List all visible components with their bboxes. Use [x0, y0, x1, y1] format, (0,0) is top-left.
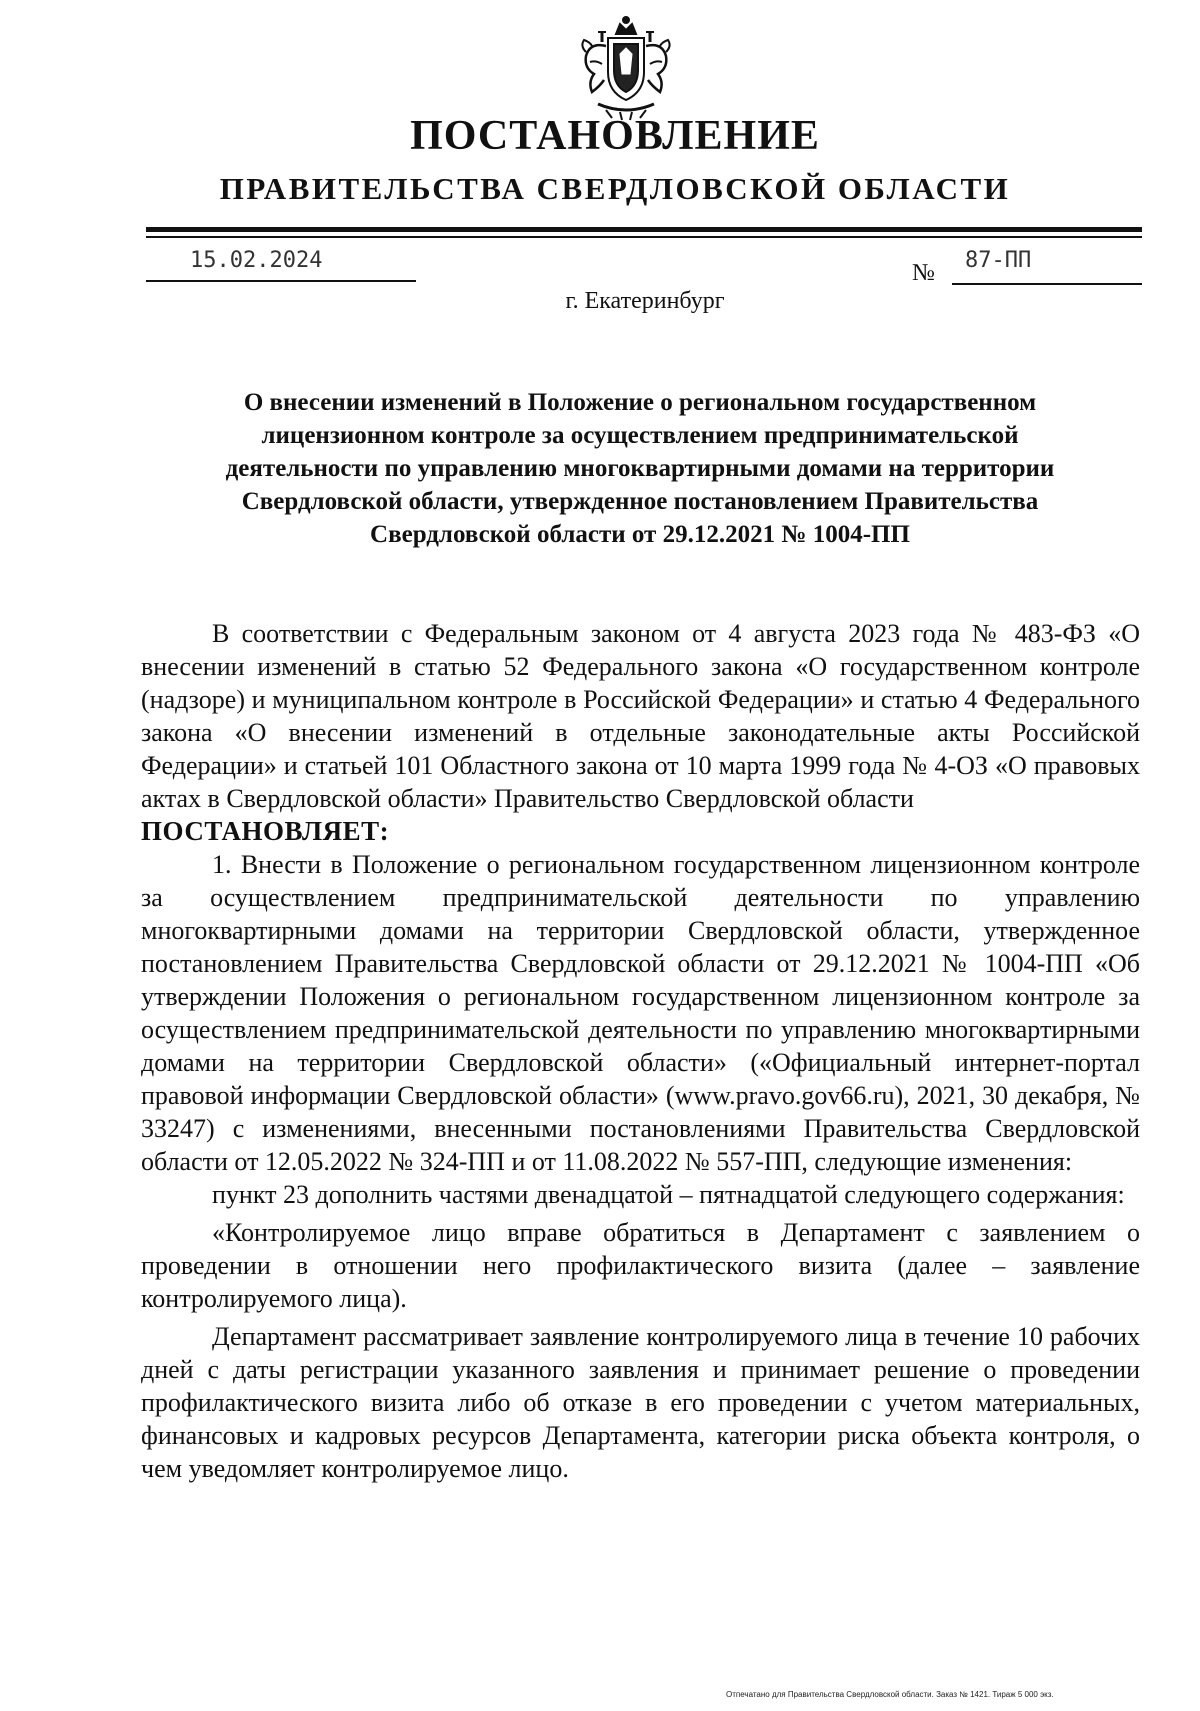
heading-line: лицензионном контроле за осуществлением предпринимательской — [261, 422, 1019, 449]
decree-word: ПОСТАНОВЛЯЕТ: — [141, 816, 390, 846]
document-heading — [160, 386, 1120, 551]
document-title: ПОСТАНОВЛЕНИЕ — [410, 113, 820, 159]
item-1-paragraph: 1. Внести в Положение о региональном государственном лицензионном контроле за осуществлением предпринимательской деятельности по управлению многоквартирными домами на территории Свердловской области, утвержденное постановлением Правительства Свердловской области от 29.12.2021 № 1004-ПП «Об утверждении Положения о региональном государственном лицензионном контроле за осуществлением предпринимательской деятельности по управлению многоквартирными домами на территории Свердловской области» («Официальный интернет-портал правовой информации Свердловской области» (www.pravo.gov66.ru), 2021, 30 декабря, № 33247) с изменениями, внесенными постановлениями Правительства Свердловской области от 12.05.2022 № 324-ПП и от 11.08.2022 № 557-ПП, следующие изменения: — [141, 850, 1140, 1176]
number-underline — [952, 283, 1142, 285]
header-rule-thick — [146, 227, 1142, 232]
document-body — [141, 617, 1140, 1485]
heading-line: О внесении изменений в Положение о региональном государственном — [243, 389, 1037, 416]
date-underline — [146, 280, 416, 282]
coat-of-arms-icon — [576, 12, 676, 124]
document-number: 87-ПП — [965, 248, 1032, 273]
document-city: г. Екатеринбург — [565, 288, 725, 314]
header-rule-thin — [146, 236, 1142, 238]
number-sign: № — [912, 260, 935, 286]
preamble-paragraph: В соответствии с Федеральным законом от 4 августа 2023 года № 483-ФЗ «О внесении изменений в статью 52 Федерального закона «О государственном контроле (надзоре) и муниципальном контроле в Российской Федерации» и статью 4 Федерального закона «О внесении изменений в отдельные законодательные акты Российской Федерации» и статьей 101 Областного закона от 10 марта 1999 года № 4-ОЗ «О правовых актах в Свердловской области» Правительство Свердловской области — [141, 619, 1140, 813]
document-date: 15.02.2024 — [190, 248, 323, 273]
print-footer: Отпечатано для Правительства Свердловской области. Заказ № 1421. Тираж 5 000 экз. — [726, 1690, 1054, 1699]
document-subtitle: ПРАВИТЕЛЬСТВА СВЕРДЛОВСКОЙ ОБЛАСТИ — [219, 171, 1011, 206]
heading-line: Свердловской области от 29.12.2021 № 1004-ПП — [370, 521, 910, 548]
heading-line: деятельности по управлению многоквартирными домами на территории — [225, 455, 1055, 482]
quote-paragraph-1: «Контролируемое лицо вправе обратиться в Департамент с заявлением о проведении в отношении него профилактического визита (далее – заявление контролируемого лица). — [141, 1218, 1140, 1313]
point-23-paragraph: пункт 23 дополнить частями двенадцатой – пятнадцатой следующего содержания: — [212, 1180, 1125, 1209]
heading-line: Свердловской области, утвержденное постановлением Правительства — [241, 488, 1039, 515]
quote-paragraph-2: Департамент рассматривает заявление контролируемого лица в течение 10 рабочих дней с даты регистрации указанного заявления и принимает решение о проведении профилактического визита либо об отказе в его проведении с учетом материальных, финансовых и кадровых ресурсов Департамента, категории риска объекта контроля, о чем уведомляет контролируемое лицо. — [141, 1322, 1140, 1483]
